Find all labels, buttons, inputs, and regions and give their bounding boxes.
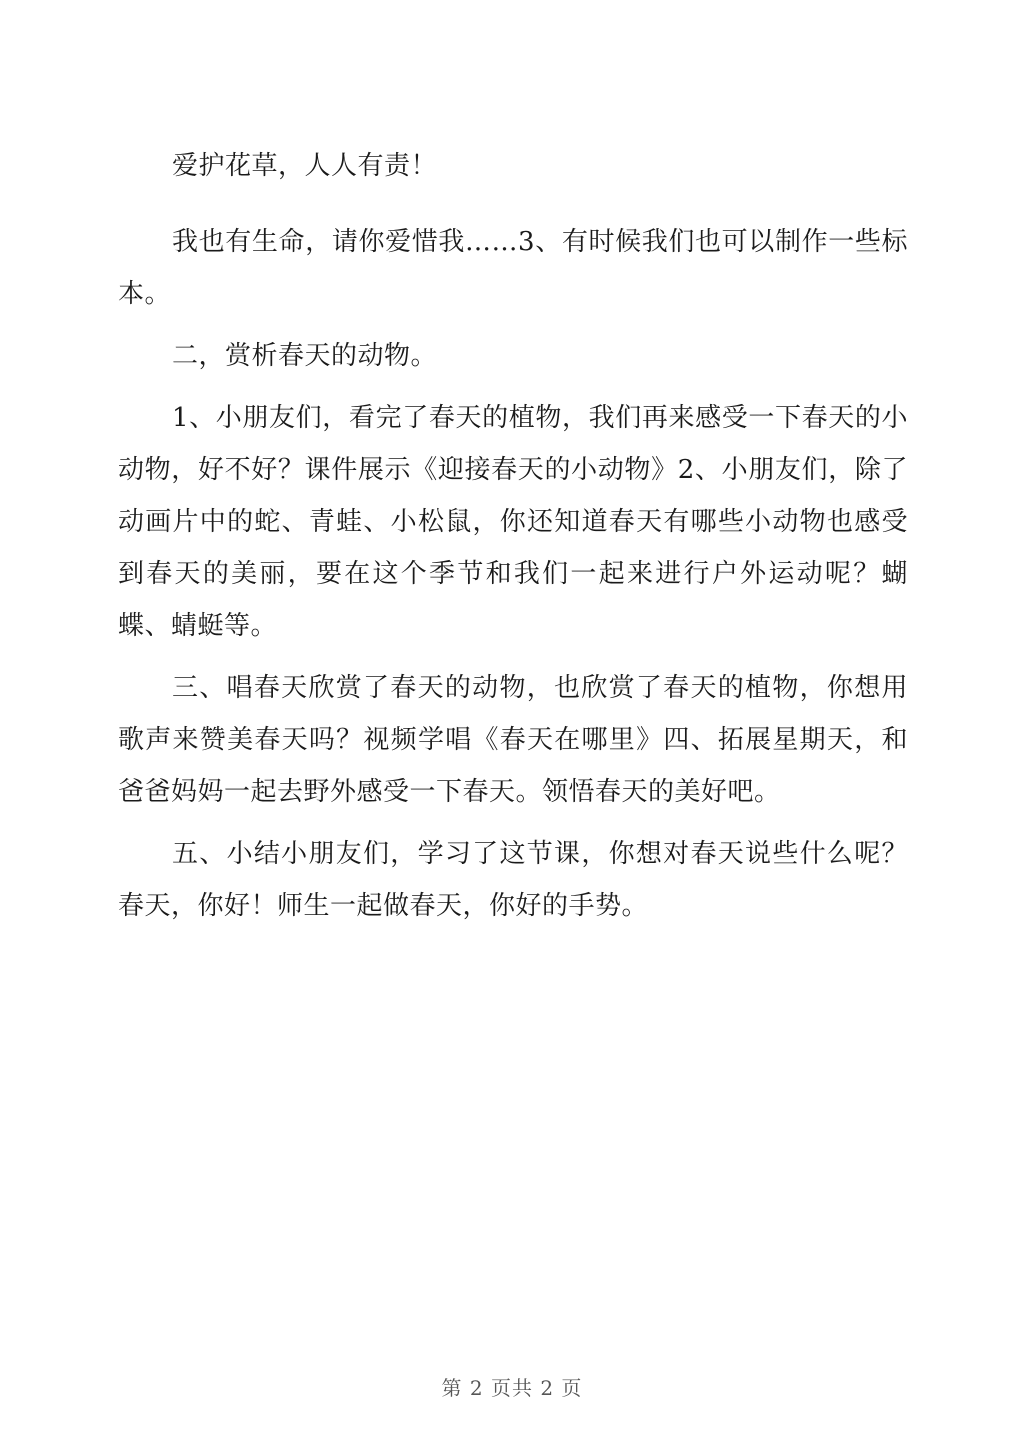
paragraph: 五、小结小朋友们，学习了这节课，你想对春天说些什么呢？春天，你好！师生一起做春天，你好的手势。: [118, 839, 908, 921]
paragraph: 爱护花草，人人有责！: [172, 151, 438, 181]
paragraph: 我也有生命，请你爱惜我……3、有时候我们也可以制作一些标本。: [118, 227, 908, 309]
paragraph: 二，赏析春天的动物。: [172, 341, 438, 371]
paragraph: 1、小朋友们，看完了春天的植物，我们再来感受一下春天的小动物，好不好？课件展示《迎接春天的小动物》2、小朋友们，除了动画片中的蛇、青蛙、小松鼠，你还知道春天有哪些小动物也感受到春天的美丽，要在这个季节和我们一起来进行户外运动呢？蝴蝶、蜻蜓等。: [118, 403, 908, 641]
document-body: [118, 140, 908, 932]
paragraph: 三、唱春天欣赏了春天的动物，也欣赏了春天的植物，你想用歌声来赞美春天吗？视频学唱《春天在哪里》四、拓展星期天，和爸爸妈妈一起去野外感受一下春天。领悟春天的美好吧。: [118, 673, 908, 807]
page-footer: 第 2 页共 2 页: [441, 1376, 583, 1400]
